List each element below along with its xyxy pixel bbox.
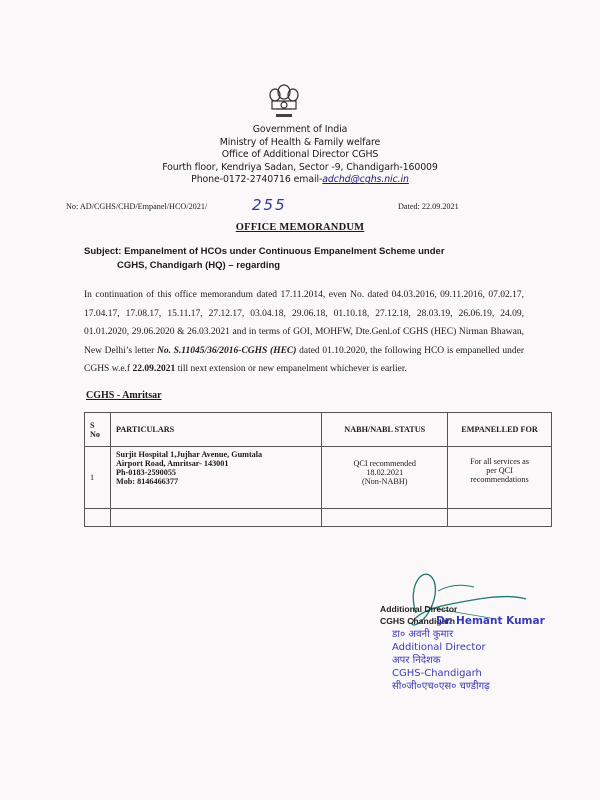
header-particulars: PARTICULARS xyxy=(110,413,321,447)
official-stamp xyxy=(392,615,552,693)
cell-empanelled xyxy=(448,447,552,509)
empanelled-line: per QCI xyxy=(486,466,513,475)
particulars-line: Ph-0183-2590055 xyxy=(115,468,177,477)
empanelled-line: recommendations xyxy=(470,475,529,484)
phone-text: Phone-0172-2740716 email- xyxy=(191,174,323,186)
stamp-designation: Additional Director xyxy=(392,642,486,653)
office-name: Office of Additional Director CGHS xyxy=(221,149,379,161)
empty-cell xyxy=(85,509,111,527)
subject-line-2: CGHS, Chandigarh (HQ) – regarding xyxy=(117,259,281,271)
empanelment-table xyxy=(84,412,552,527)
office-address: Fourth floor, Kendriya Sadan, Sector -9, Chandigarh-160009 xyxy=(162,161,438,173)
body-part-3: till next extension or new empanelment whichever is earlier. xyxy=(175,364,407,374)
status-line: 18.02.2021 xyxy=(366,468,404,477)
subject-line-1: Subject: Empanelment of HCOs under Continuous Empanelment Scheme under xyxy=(84,246,445,257)
header-sno: S No xyxy=(85,413,111,447)
header-status: NABH/NABL STATUS xyxy=(322,413,448,447)
particulars-line: Airport Road, Amritsar- 143001 xyxy=(115,459,229,468)
status-line: QCI recommended xyxy=(353,459,417,468)
body-part-2: dated 01.10.2020, the following HCO is empanelled under CGHS w.e.f xyxy=(84,345,524,374)
cell-particulars xyxy=(110,447,321,509)
particulars-line: Surjit Hospital 1,Jujhar Avenue, Gumtala xyxy=(115,450,263,459)
reference-number: No: AD/CGHS/CHD/Empanel/HCO/2021/ xyxy=(66,202,208,211)
empty-cell xyxy=(322,509,448,527)
dated-text: Dated: 22.09.2021 xyxy=(398,202,459,211)
letter-number: No. S.11045/36/2016-CGHS (HEC) xyxy=(156,345,297,356)
stamp-hindi-office: सी०जी०एच०एस० चण्डीगढ़ xyxy=(392,681,490,692)
empty-cell xyxy=(448,509,552,527)
empanelled-line: For all services as xyxy=(470,457,529,466)
org-name: Government of India xyxy=(252,124,348,135)
particulars-line: Mob: 8146466377 xyxy=(115,477,179,486)
stamp-office: CGHS-Chandigarh xyxy=(392,668,482,679)
letterhead xyxy=(150,124,450,187)
signatory-office: CGHS Chandigarh xyxy=(380,616,455,626)
empty-cell xyxy=(110,509,321,527)
signatory-designation: Additional Director xyxy=(380,604,458,614)
effective-date: 22.09.2021 xyxy=(132,364,176,374)
table-row xyxy=(85,447,552,509)
cell-status xyxy=(322,447,448,509)
handwritten-ref-number: 255 xyxy=(252,196,287,214)
stamp-hindi-name: डा० अवनी कुमार xyxy=(392,629,454,640)
status-line: (Non-NABH) xyxy=(362,477,408,486)
subject xyxy=(84,245,524,273)
header-empanelled: EMPANELLED FOR xyxy=(448,413,552,447)
stamp-name: Dr. Hemant Kumar xyxy=(436,615,545,627)
government-emblem-icon xyxy=(262,82,306,130)
table-empty-row xyxy=(85,509,552,527)
section-heading: CGHS - Amritsar xyxy=(86,390,162,401)
table-header-row xyxy=(85,413,552,447)
contact-line xyxy=(150,174,450,187)
ministry-name: Ministry of Health & Family welfare xyxy=(219,136,381,148)
cell-sno: 1 xyxy=(85,447,111,509)
stamp-hindi-designation: अपर निदेशक xyxy=(392,655,441,666)
email-link[interactable]: adchd@cghs.nic.in xyxy=(322,174,409,186)
body-paragraph xyxy=(84,286,524,379)
body-part-1: In continuation of this office memorandum dated 17.11.2014, even No. dated 04.03.2016, 09.11.2016, 07.02.17, 17.04.17, 17.08.17, 15.11.17, 27.12.17, 03.04.18, 29.06.18, 01.10.18, 27.12.18, 28.03.19, 26.06.19, 24.09, 01.01.2020, 29.06.2020 & 26.03.2021 and in terms of GOI, MOHFW, Dte.Genl.of CGHS (HEC) Nirman Bhawan, New Delhi’s letter xyxy=(84,290,524,356)
memo-title: OFFICE MEMORANDUM xyxy=(235,222,365,233)
